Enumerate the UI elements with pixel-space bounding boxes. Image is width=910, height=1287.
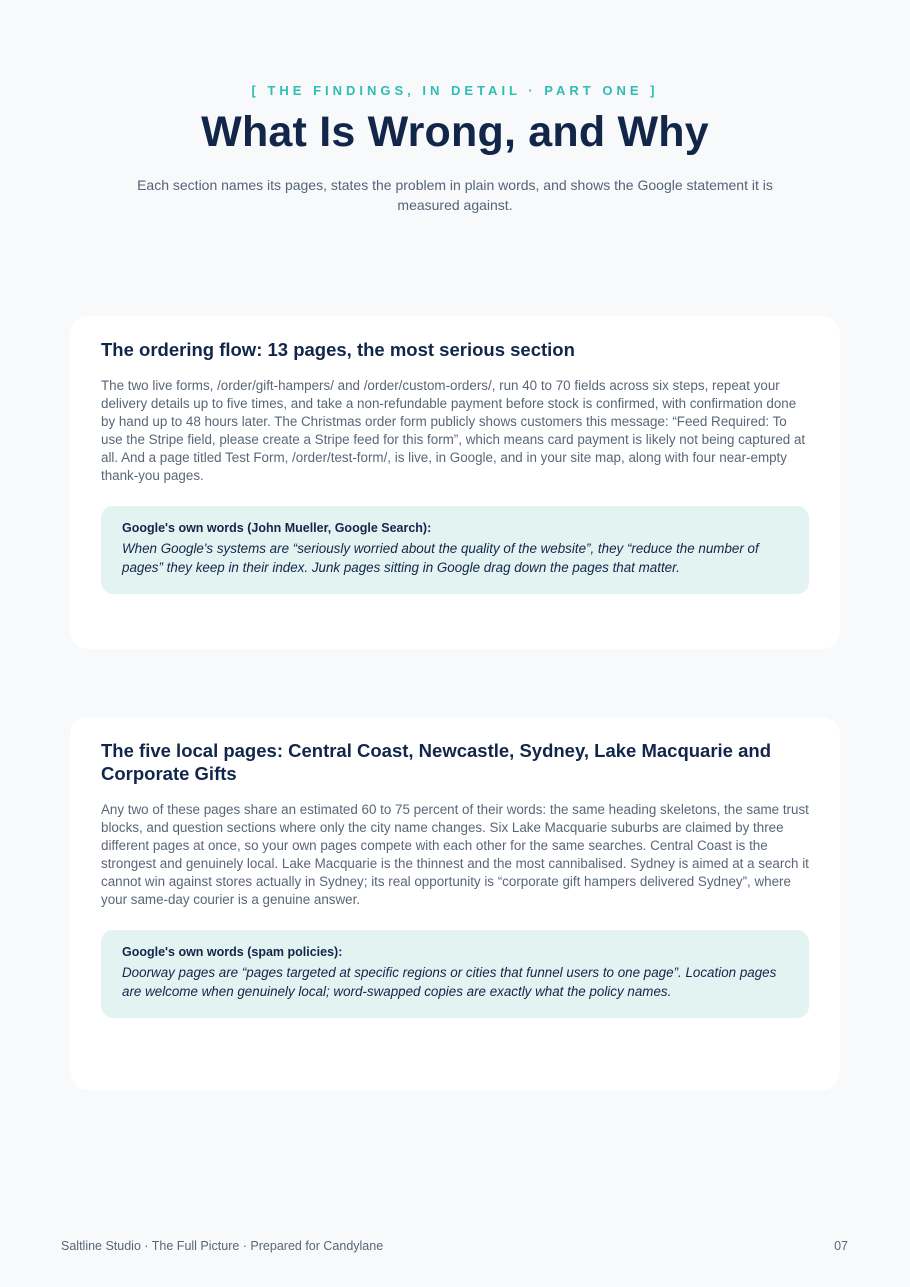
- section-heading: The five local pages: Central Coast, Newcastle, Sydney, Lake Macquarie and Corporate Gifts: [101, 740, 772, 784]
- section-card-ordering-flow: [70, 316, 840, 649]
- quote-text: Doorway pages are “pages targeted at specific regions or cities that funnel users to one page”. Location pages are welcome when genuinely local; word-swapped copies are exactly what the policy names.: [122, 965, 777, 999]
- section-body: Any two of these pages share an estimated 60 to 75 percent of their words: the same heading skeletons, the same trust blocks, and question sections where only the city name changes. Six Lake Macquarie suburbs are claimed by three different pages at once, so your own pages compete with each other for the same searches. Central Coast is the strongest and genuinely local. Lake Macquarie is the thinnest and the most cannibalised. Sydney is aimed at a search it cannot win against stores actually in Sydney; its real opportunity is “corporate gift hampers delivered Sydney”, where your same-day courier is a genuine answer.: [101, 802, 809, 907]
- google-quote-box: [101, 506, 809, 594]
- quote-label: Google's own words (John Mueller, Google Search):: [122, 521, 432, 535]
- section-card-local-pages: [70, 717, 840, 1090]
- page-title: What Is Wrong, and Why: [201, 108, 709, 156]
- quote-text: When Google's systems are “seriously worried about the quality of the website”, they “reduce the number of pages” they keep in their index. Junk pages sitting in Google drag down the pages that matter.: [122, 541, 759, 575]
- page-number: 07: [834, 1239, 848, 1253]
- section-eyebrow: [ THE FINDINGS, IN DETAIL · PART ONE ]: [251, 83, 659, 98]
- footer-credit: Saltline Studio · The Full Picture · Prepared for Candylane: [61, 1239, 384, 1253]
- page-intro: Each section names its pages, states the problem in plain words, and shows the Google statement it is measured against.: [137, 177, 773, 213]
- quote-label: Google's own words (spam policies):: [122, 945, 343, 959]
- section-body: The two live forms, /order/gift-hampers/ and /order/custom-orders/, run 40 to 70 fields across six steps, repeat your delivery details up to five times, and take a non-refundable payment before stock is confirmed, with confirmation done by hand up to 48 hours later. The Christmas order form publicly shows customers this message: “Feed Required: To use the Stripe field, please create a Stripe feed for this form”, which means card payment is likely not being captured at all. And a page titled Test Form, /order/test-form/, is live, in Google, and in your site map, along with four near-empty thank-you pages.: [101, 378, 806, 483]
- google-quote-box: [101, 930, 809, 1018]
- section-heading: The ordering flow: 13 pages, the most serious section: [101, 339, 575, 360]
